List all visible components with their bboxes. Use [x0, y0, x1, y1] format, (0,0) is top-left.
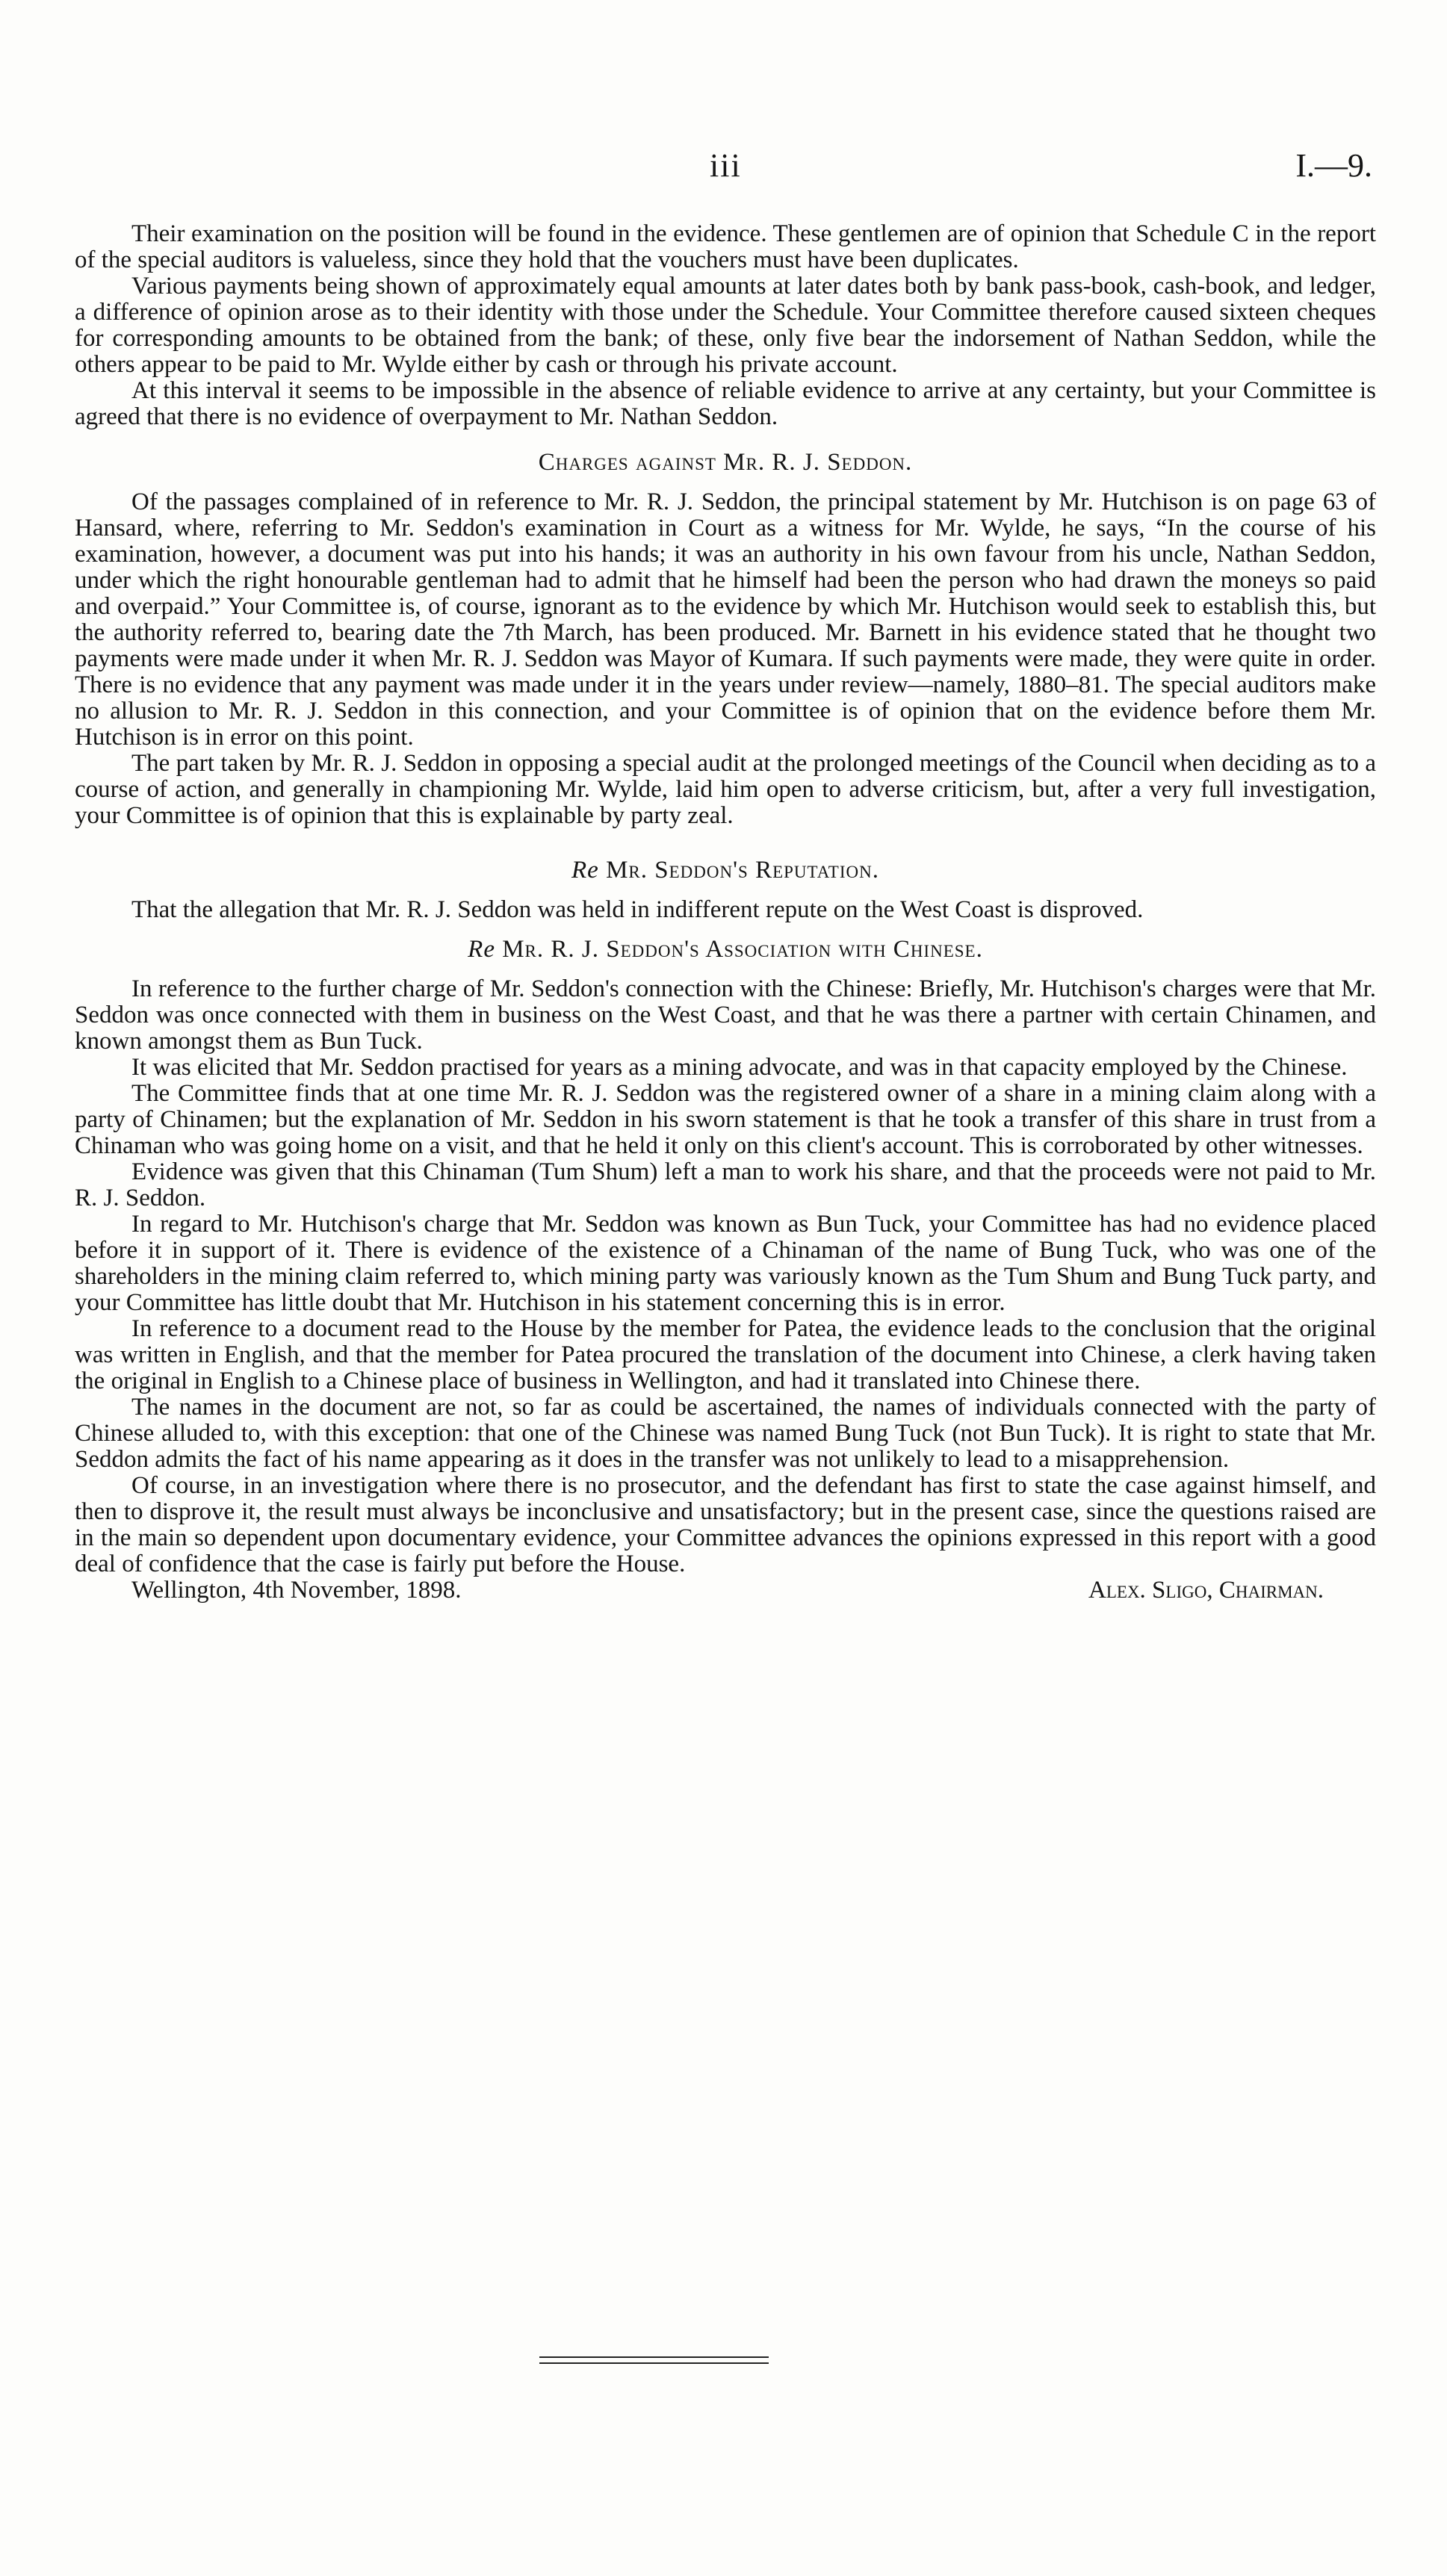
paragraph: It was elicited that Mr. Seddon practised for years as a mining advocate, and was in that capacity employed by the Chinese.	[131, 1054, 1348, 1081]
section-heading-chinese	[75, 937, 1376, 963]
closing-rule	[539, 2362, 769, 2364]
document-body	[75, 221, 1376, 1604]
paragraph: In regard to Mr. Hutchison's charge that Mr. Seddon was known as Bun Tuck, your Committee has had no evidence placed before it in support of it. There is evidence of the existence of a Chinaman of the name of Bung Tuck, who was one of the shareholders in the mining claim referred to, which mining party was variously known as the Tum Shum and Bung Tuck party, and your Committee has little doubt that Mr. Hutchison in his statement concerning this is in error.	[75, 1211, 1376, 1316]
signature: Alex. Sligo, Chairman.	[1088, 1577, 1324, 1604]
paragraph: Their examination on the position will be found in the evidence. These gentlemen are of opinion that Schedule C in the report of the special auditors is valueless, since they hold that the vouchers must have been duplicates.	[75, 220, 1376, 273]
heading-chinese-text: Mr. R. J. Seddon's Association with Chinese.	[502, 936, 983, 963]
paragraph: In reference to a document read to the House by the member for Patea, the evidence leads to the conclusion that the original was written in English, and that the member for Patea procured the translation of the document into Chinese, a clerk having taken the original in English to a Chinese place of business in Wellington, and had it translated into Chinese there.	[75, 1315, 1376, 1394]
heading-re-prefix: Re	[468, 936, 495, 963]
paragraph: In reference to the further charge of Mr. Seddon's connection with the Chinese: Briefly, Mr. Hutchison's charges were that Mr. Seddon was once connected with them in business on the West Coast, and that he was there a partner with certain Chinamen, and known amongst them as Bun Tuck.	[75, 975, 1376, 1055]
page-header	[0, 146, 1447, 191]
paragraph: Evidence was given that this Chinaman (Tum Shum) left a man to work his share, and that the proceeds were not paid to Mr. R. J. Seddon.	[75, 1158, 1376, 1211]
section-heading-reputation	[75, 857, 1376, 884]
section-heading-charges: Charges against Mr. R. J. Seddon.	[538, 449, 913, 476]
paragraph: Of course, in an investigation where there is no prosecutor, and the defendant has first to state the case against himself, and then to disprove it, the result must always be inconclusive and unsatisfactory; but in the present case, since the questions raised are in the main so dependent upon documentary evidence, your Committee advances the opinions expressed in this report with a good deal of confidence that the case is fairly put before the House.	[75, 1472, 1376, 1577]
document-reference: I.—9.	[1295, 147, 1372, 184]
heading-reputation-text: Mr. Seddon's Reputation.	[606, 857, 879, 884]
signoff	[75, 1577, 1376, 1604]
closing-rule	[539, 2356, 769, 2358]
place-date: Wellington, 4th November, 1898.	[131, 1577, 462, 1604]
page-number: iii	[710, 147, 742, 184]
paragraph: At this interval it seems to be impossible in the absence of reliable evidence to arrive at any certainty, but your Committee is agreed that there is no evidence of overpayment to Mr. Nathan Seddon.	[75, 377, 1376, 430]
paragraph: That the allegation that Mr. R. J. Seddon was held in indifferent repute on the West Coast is disproved.	[131, 896, 1144, 923]
paragraph: The names in the document are not, so far as could be ascertained, the names of individuals connected with the party of Chinese alluded to, with this exception: that one of the Chinese was named Bung Tuck (not Bun Tuck). It is right to state that Mr. Seddon admits the fact of his name appearing as it does in the transfer was not unlikely to lead to a misapprehension.	[75, 1394, 1376, 1473]
paragraph: The Committee finds that at one time Mr. R. J. Seddon was the registered owner of a share in a mining claim along with a party of Chinamen; but the explanation of Mr. Seddon in his sworn statement is that he took a transfer of this share in trust from a Chinaman who was going home on a visit, and that he held it only on this client's account. This is corroborated by other witnesses.	[75, 1080, 1376, 1159]
paragraph: The part taken by Mr. R. J. Seddon in opposing a special audit at the prolonged meetings of the Council when deciding as to a course of action, and generally in championing Mr. Wylde, laid him open to adverse criticism, but, after a very full investigation, your Committee is of opinion that this is explainable by party zeal.	[75, 750, 1376, 829]
heading-re-prefix: Re	[571, 857, 599, 884]
paragraph: Of the passages complained of in reference to Mr. R. J. Seddon, the principal statement by Mr. Hutchison is on page 63 of Hansard, where, referring to Mr. Seddon's examination in Court as a witness for Mr. Wylde, he says, “In the course of his examination, however, a document was put into his hands; it was an authority in his own favour from his uncle, Nathan Seddon, under which the right honourable gentleman had to admit that he himself had been the person who had drawn the moneys so paid and overpaid.” Your Committee is, of course, ignorant as to the evidence by which Mr. Hutchison would seek to establish this, but the authority referred to, bearing date the 7th March, has been produced. Mr. Barnett in his evidence stated that he thought two payments were made under it when Mr. R. J. Seddon was Mayor of Kumara. If such payments were made, they were quite in order. There is no evidence that any payment was made under it in the years under review—namely, 1880–81. The special auditors make no allusion to Mr. R. J. Seddon in this connection, and your Committee is of opinion that on the evidence before them Mr. Hutchison is in error on this point.	[75, 488, 1376, 751]
paragraph: Various payments being shown of approximately equal amounts at later dates both by bank pass-book, cash-book, and ledger, a difference of opinion arose as to their identity with those under the Schedule. Your Committee therefore caused sixteen cheques for corresponding amounts to be obtained from the bank; of these, only five bear the indorsement of Nathan Seddon, while the others appear to be paid to Mr. Wylde either by cash or through his private account.	[75, 273, 1376, 378]
